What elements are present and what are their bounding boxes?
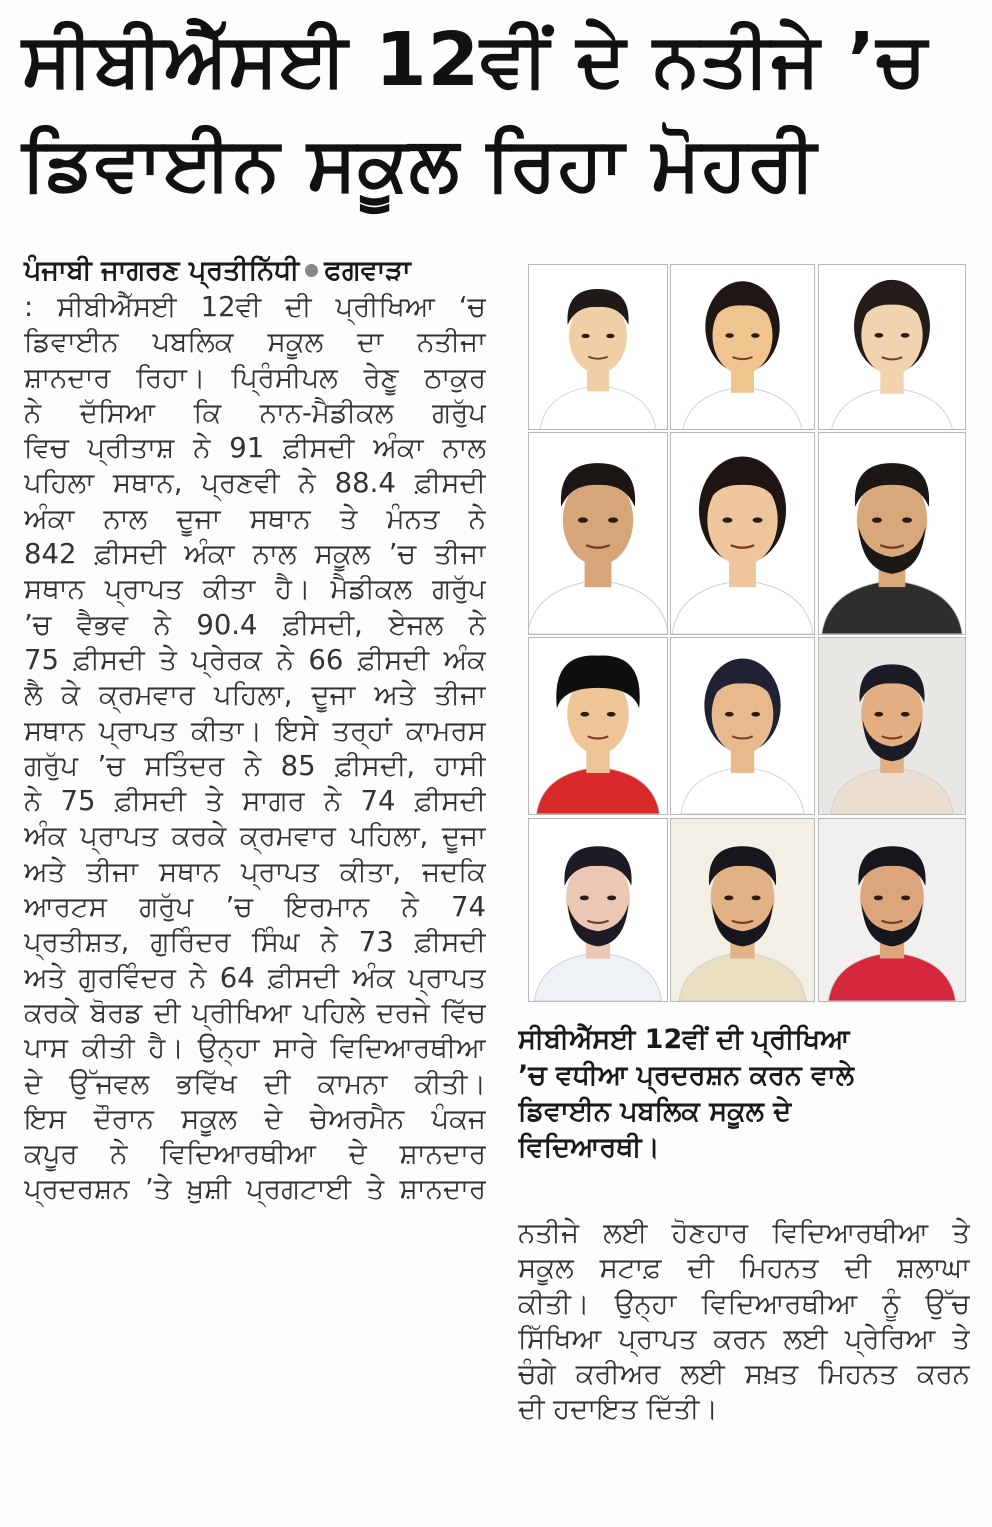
article-text-line: ਦੇ ਉੱਜਵਲ ਭਵਿੱਖ ਦੀ ਕਾਮਨਾ ਕੀਤੀ।	[24, 1067, 486, 1100]
caption-text-line: ਸੀਬੀਐੱਸਈ 12ਵੀਂ ਦੀ ਪ੍ਰੀਖਿਆ	[518, 1024, 850, 1055]
portrait-icon	[671, 265, 814, 429]
article-text-line: ਸਥਾਨ ਪ੍ਰਾਪਤ ਕੀਤਾ। ਇਸੇ ਤਰ੍ਹਾਂ ਕਾਮਰਸ	[24, 714, 486, 747]
article-text-line: ਗਰੁੱਪ ’ਚ ਸਤਿੰਦਰ ਨੇ 85 ਫ਼ੀਸਦੀ, ਹਾਸੀ	[24, 749, 486, 782]
article-text-line: ਡਿਵਾਈਨ ਪਬਲਿਕ ਸਕੂਲ ਦਾ ਨਤੀਜਾ	[24, 326, 486, 359]
article-text-line: ਸ਼ਾਨਦਾਰ ਰਿਹਾ। ਪ੍ਰਿੰਸੀਪਲ ਰੇਣੂ ਠਾਕੁਰ	[24, 361, 486, 394]
portrait-icon	[671, 433, 814, 634]
article-text-line: ’ਚ ਵੈਭਵ ਨੇ 90.4 ਫ਼ੀਸਦੀ, ਏਜਲ ਨੇ	[24, 608, 486, 641]
article-text-line: 75 ਫ਼ੀਸਦੀ ਤੇ ਪ੍ਰੇਰਕ ਨੇ 66 ਫ਼ੀਸਦੀ ਅੰਕ	[24, 643, 486, 676]
article-text-line: ਸਕੂਲ ਸਟਾਫ਼ ਦੀ ਮਿਹਨਤ ਦੀ ਸ਼ਲਾਘਾ	[518, 1252, 970, 1285]
student-photo	[670, 432, 815, 635]
student-photo	[528, 637, 668, 815]
student-photo	[670, 818, 815, 1002]
article-text-line: ਇਸ ਦੌਰਾਨ ਸਕੂਲ ਦੇ ਚੇਅਰਮੈਨ ਪੰਕਜ	[24, 1102, 486, 1135]
article-text-line: ਕਪੂਰ ਨੇ ਵਿਦਿਆਰਥੀਆ ਦੇ ਸ਼ਾਨਦਾਰ	[24, 1138, 486, 1171]
student-photo-grid	[528, 264, 966, 1002]
article-text-line: ਪਾਸ ਕੀਤੀ ਹੈ। ਉਨ੍ਹਾ ਸਾਰੇ ਵਿਦਿਆਰਥੀਆ	[24, 1032, 486, 1065]
portrait-icon	[819, 265, 965, 429]
student-photo	[528, 818, 668, 1002]
portrait-icon	[671, 638, 814, 814]
caption-text-line: ’ਚ ਵਧੀਆ ਪ੍ਰਦਰਸ਼ਨ ਕਰਨ ਵਾਲੇ	[518, 1060, 854, 1091]
student-photo	[818, 264, 966, 430]
headline	[22, 8, 982, 216]
article-text-line: ਪ੍ਰਤੀਸ਼ਤ, ਗੁਰਿੰਦਰ ਸਿੰਘ ਨੇ 73 ਫ਼ੀਸਦੀ	[24, 926, 486, 959]
byline-reporter: ਪੰਜਾਬੀ ਜਾਗਰਣ ਪ੍ਰਤੀਨਿੱਧੀ	[24, 255, 300, 286]
bullet-dot-icon	[305, 264, 318, 277]
article-text-line: 842 ਫ਼ੀਸਦੀ ਅੰਕਾ ਨਾਲ ਸਕੂਲ ’ਚ ਤੀਜਾ	[24, 538, 486, 571]
headline-line-1: ਸੀਬੀਐੱਸਈ 12ਵੀਂ ਦੇ ਨਤੀਜੇ ’ਚ	[22, 17, 928, 103]
byline	[24, 254, 494, 288]
student-photo	[528, 264, 668, 430]
article-text-line: ਨਤੀਜੇ ਲਈ ਹੋਣਹਾਰ ਵਿਦਿਆਰਥੀਆ ਤੇ	[518, 1217, 970, 1249]
student-photo	[528, 432, 668, 635]
article-text-line: ਵਿਚ ਪ੍ਰੀਤਾਸ਼ ਨੇ 91 ਫ਼ੀਸਦੀ ਅੰਕਾ ਨਾਲ	[24, 432, 486, 465]
headline-line-2: ਡਿਵਾਈਨ ਸਕੂਲ ਰਿਹਾ ਮੋਹਰੀ	[22, 121, 817, 207]
byline-location: ਫਗਵਾੜਾ	[324, 255, 411, 286]
article-body-right-column	[518, 1216, 970, 1428]
article-body-left-column	[24, 290, 486, 1208]
article-text-line: ਸਿੱਖਿਆ ਪ੍ਰਾਪਤ ਕਰਨ ਲਈ ਪ੍ਰੇਰਿਆ ਤੇ	[518, 1322, 970, 1355]
article-text-line: ਨੇ 75 ਫ਼ੀਸਦੀ ਤੇ ਸਾਗਰ ਨੇ 74 ਫ਼ੀਸਦੀ	[24, 785, 486, 818]
student-photo	[818, 818, 966, 1002]
student-photo	[818, 637, 966, 815]
article-text-line: ਅਤੇ ਤੀਜਾ ਸਥਾਨ ਪ੍ਰਾਪਤ ਕੀਤਾ, ਜਦਕਿ	[24, 855, 486, 888]
article-text-line: ਅੰਕਾ ਨਾਲ ਦੂਜਾ ਸਥਾਨ ਤੇ ਮੰਨਤ ਨੇ	[24, 502, 486, 535]
portrait-icon	[671, 819, 814, 1001]
student-photo	[670, 264, 815, 430]
student-photo	[670, 637, 815, 815]
article-text-line: ਅੰਕ ਪ੍ਰਾਪਤ ਕਰਕੇ ਕ੍ਰਮਵਾਰ ਪਹਿਲਾ, ਦੂਜਾ	[24, 820, 486, 853]
article-text-line: ਕਰਕੇ ਬੋਰਡ ਦੀ ਪ੍ਰੀਖਿਆ ਪਹਿਲੇ ਦਰਜੇ ਵਿੱਚ	[24, 996, 486, 1029]
caption-text-line: ਵਿਦਿਆਰਥੀ।	[518, 1132, 660, 1163]
article-text-line: : ਸੀਬੀਐੱਸਈ 12ਵੀ ਦੀ ਪ੍ਰੀਖਿਆ ‘ਚ	[24, 291, 486, 323]
article-text-line: ਕੀਤੀ। ਉਨ੍ਹਾ ਵਿਦਿਆਰਥੀਆ ਨੂੰ ਉੱਚ	[518, 1287, 970, 1320]
article-text-line: ਅਤੇ ਗੁਰਵਿੰਦਰ ਨੇ 64 ਫ਼ੀਸਦੀ ਅੰਕ ਪ੍ਰਾਪਤ	[24, 961, 486, 994]
article-text-line: ਆਰਟਸ ਗਰੁੱਪ ’ਚ ਇਰਮਾਨ ਨੇ 74	[24, 891, 486, 924]
portrait-icon	[819, 433, 965, 634]
student-photo	[818, 432, 966, 635]
photo-caption	[518, 1022, 938, 1166]
caption-text-line: ਡਿਵਾਈਨ ਪਬਲਿਕ ਸਕੂਲ ਦੇ	[518, 1096, 792, 1127]
article-text-line: ਪਹਿਲਾ ਸਥਾਨ, ਪ੍ਰਣਵੀ ਨੇ 88.4 ਫ਼ੀਸਦੀ	[24, 467, 486, 500]
article-text-line: ਪ੍ਰਦਰਸ਼ਨ ’ਤੇ ਖ਼ੁਸ਼ੀ ਪ੍ਰਗਟਾਈ ਤੇ ਸ਼ਾਨਦਾਰ	[24, 1173, 486, 1206]
portrait-icon	[529, 819, 667, 1001]
portrait-icon	[529, 265, 667, 429]
portrait-icon	[529, 638, 667, 814]
portrait-icon	[819, 638, 965, 814]
article-text-line: ਚੰਗੇ ਕਰੀਅਰ ਲਈ ਸਖ਼ਤ ਮਿਹਨਤ ਕਰਨ	[518, 1358, 970, 1391]
article-text-line: ਦੀ ਹਦਾਇਤ ਦਿੱਤੀ।	[518, 1393, 718, 1426]
portrait-icon	[529, 433, 667, 634]
article-text-line: ਸਥਾਨ ਪ੍ਰਾਪਤ ਕੀਤਾ ਹੈ। ਮੈਡੀਕਲ ਗਰੁੱਪ	[24, 573, 486, 606]
portrait-icon	[819, 819, 965, 1001]
article-text-line: ਨੇ ਦੱਸਿਆ ਕਿ ਨਾਨ-ਮੈਡੀਕਲ ਗਰੁੱਪ	[24, 396, 486, 429]
article-text-line: ਲੈ ਕੇ ਕ੍ਰਮਵਾਰ ਪਹਿਲਾ, ਦੂਜਾ ਅਤੇ ਤੀਜਾ	[24, 679, 486, 712]
